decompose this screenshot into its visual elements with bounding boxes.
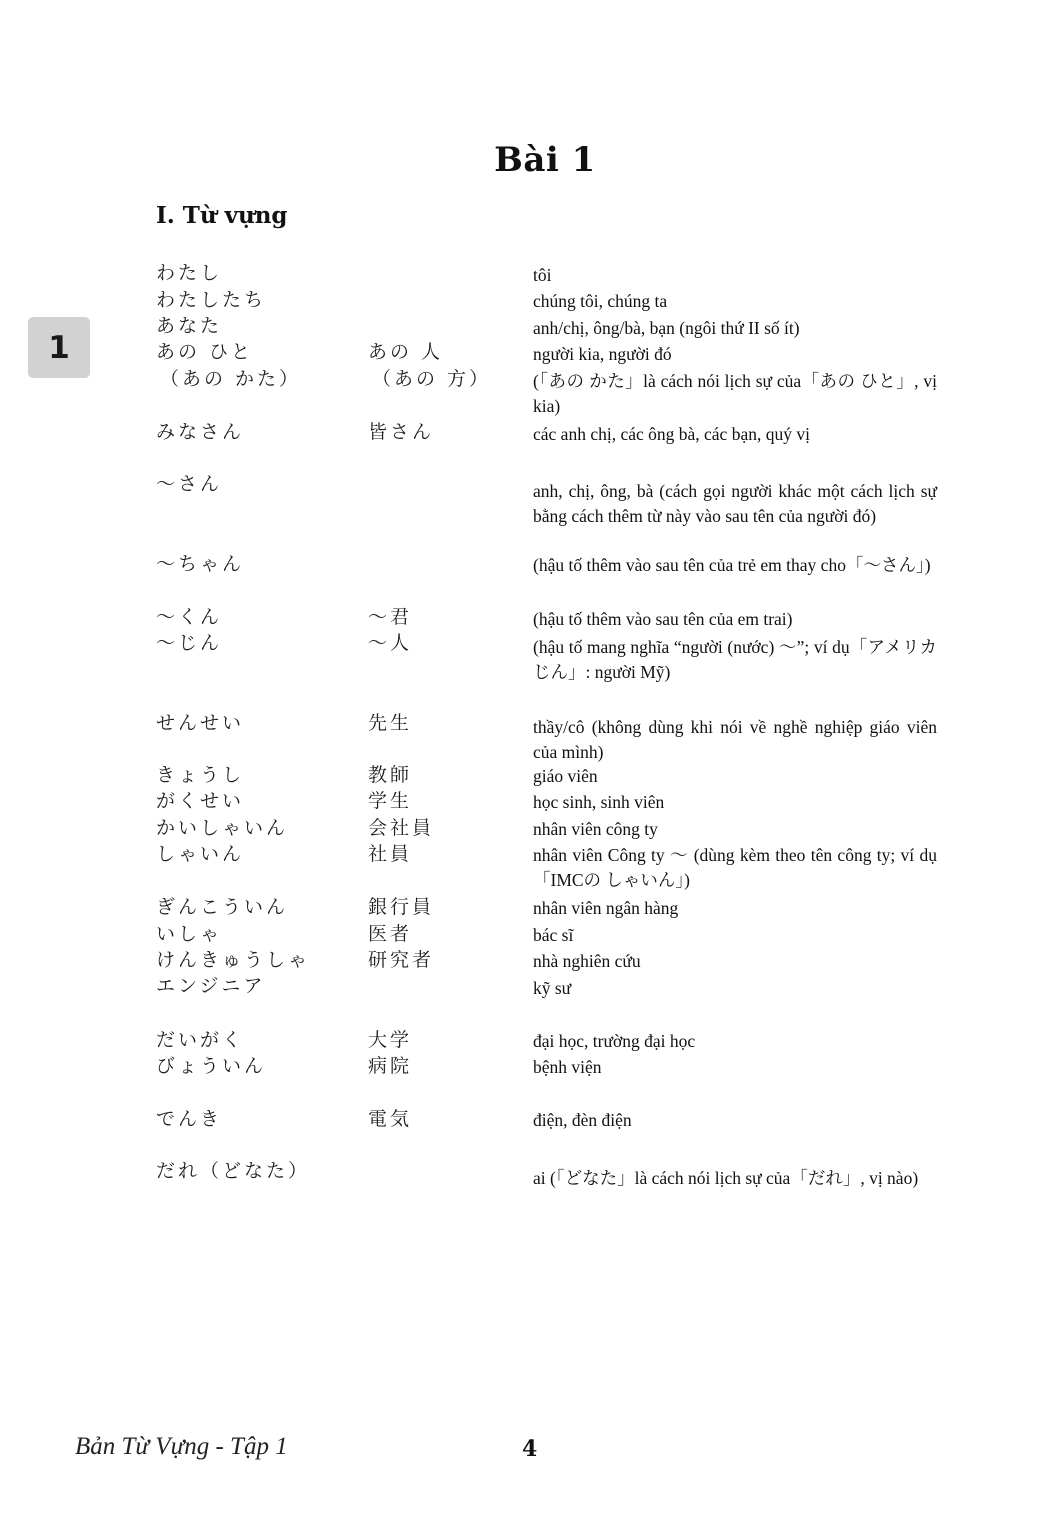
vocab-meaning: (hậu tố thêm vào sau tên của em trai) [533,609,793,629]
vocab-meaning: anh/chị, ông/bà, bạn (ngôi thứ II số ít) [533,318,800,338]
vocab-kanji: 大学 [368,1029,413,1051]
vocab-kanji: 電気 [368,1108,413,1130]
vocab-meaning: giáo viên [533,766,598,786]
vocab-kana: びょういん [156,1055,267,1077]
vocab-kana: いしゃ [156,923,223,945]
vocab-kana: きょうし [156,764,245,786]
vocab-kanji: 病院 [368,1055,413,1077]
vocab-kana: ～ちゃん [156,553,245,575]
vocab-meaning: chúng tôi, chúng ta [533,291,668,311]
vocab-meaning: học sinh, sinh viên [533,792,665,812]
vocab-meaning: bệnh viện [533,1057,602,1077]
vocab-kanji: 先生 [368,712,413,734]
vocab-meaning: đại học, trường đại học [533,1031,696,1051]
vocab-kana: かいしゃいん [156,817,289,839]
vocab-kana: でんき [156,1108,223,1130]
vocab-kana: エンジニア [156,975,266,997]
vocab-kanji: 医者 [368,923,413,945]
vocab-kana: みなさん [156,421,245,443]
vocab-kanji: ～人 [368,632,413,654]
vocab-kana: ～さん [156,473,223,495]
vocab-meaning: (hậu tố mang nghĩa “người (nước) ～”; ví dụ「アメリカじん」: người Mỹ) [533,637,937,682]
vocab-kanji: 銀行員 [368,896,435,918]
vocab-meaning: ai (「どなた」là cách nói lịch sự của「だれ」, vị nào) [533,1168,919,1188]
vocab-kana: だれ（どなた） [156,1160,311,1182]
vocab-kana: ～くん [156,606,223,628]
vocab-meaning: anh, chị, ông, bà (cách gọi người khác một cách lịch sự bằng cách thêm từ này vào sau tên của người đó) [533,481,937,526]
vocab-kanji: 教師 [368,764,413,786]
vocab-kanji: 学生 [368,790,413,812]
vocab-meaning: (hậu tố thêm vào sau tên của trẻ em thay cho「～さん」) [533,555,931,575]
vocab-meaning: nhân viên công ty [533,819,658,839]
vocab-kana: けんきゅうしゃ [156,949,311,971]
vocab-kana: がくせい [156,790,245,812]
vocab-meaning: (「あの かた」là cách nói lịch sự của「あの ひと」, vị kia) [533,371,937,416]
vocab-kana: あの ひと [156,341,254,363]
vocab-meaning: người kia, người đó [533,344,672,364]
vocab-meaning: kỹ sư [533,978,572,998]
vocab-kana: （あの かた） [160,368,302,390]
vocab-meaning: thầy/cô (không dùng khi nói về nghề nghiệp giáo viên của mình) [533,717,937,762]
vocab-kana: ぎんこういん [156,896,289,918]
section-heading: I. Từ vựng [156,202,288,229]
lesson-title: Bài 1 [494,140,596,180]
vocab-kanji: 社員 [368,843,413,865]
footer-book-title: Bản Từ Vựng - Tập 1 [75,1433,288,1460]
vocab-kana: わたし [156,262,223,284]
vocab-meaning: bác sĩ [533,925,574,945]
vocab-kana: だいがく [156,1029,245,1051]
vocab-kana: ～じん [156,632,223,654]
vocab-kanji: 会社員 [368,817,435,839]
vocab-kana: あなた [156,315,223,337]
vocab-kana: しゃいん [156,843,245,865]
vocab-meaning: điện, đèn điện [533,1110,632,1130]
vocab-kana: わたしたち [156,289,267,311]
vocab-kanji: あの 人 [368,341,444,363]
vocab-kana: せんせい [156,712,245,734]
vocab-meaning: nhân viên ngân hàng [533,898,679,918]
vocab-kanji: （あの 方） [372,368,492,390]
vocab-kanji: 皆さん [368,421,435,443]
vocab-meaning: nhà nghiên cứu [533,951,641,971]
vocab-meaning: tôi [533,265,552,285]
page-number: 4 [522,1436,538,1462]
vocab-kanji: ～君 [368,606,413,628]
vocab-kanji: 研究者 [368,949,435,971]
vocab-meaning: nhân viên Công ty ～ (dùng kèm theo tên công ty; ví dụ「IMCの しゃいん」) [533,845,937,890]
lesson-tab-marker: 1 [28,317,90,378]
vocab-meaning: các anh chị, các ông bà, các bạn, quý vị [533,424,810,444]
